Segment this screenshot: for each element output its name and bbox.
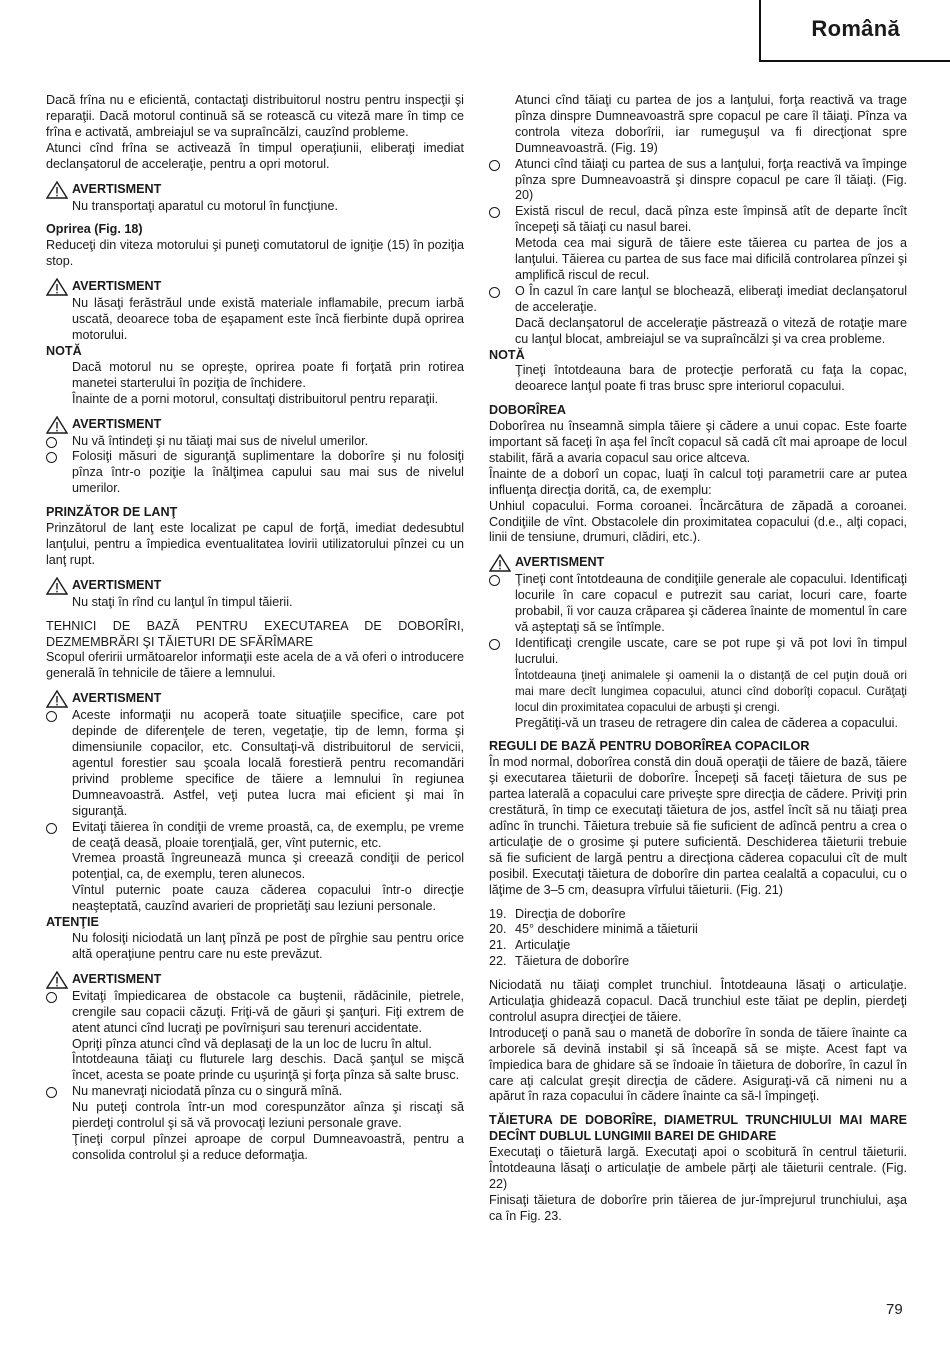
paragraph: Dacă frîna nu e eficientă, contactaţi distribuitorul nostru pentru inspecţii şi reparaţii. Dacă motorul continuă să se rotească cu viteză mare în timp ce frîna e activată, ambreiajul se va supraîncălzi, cauzînd probleme. [46, 93, 464, 139]
section-title: TĂIETURA DE DOBORÎRE, DIAMETRUL TRUNCHIULUI MAI MARE DECÎNT DUBLUL LUNGIMII BAREI DE GHIDARE [489, 1113, 907, 1144]
bullet-item: Evitaţi împiedicarea de obstacole ca buştenii, rădăcinile, pietrele, crengile sau copacii căzuţi. Friţi-vă de găuri şi şanţuri. Fiţi extrem de atent atunci cînd lucraţi pe povîrnişuri sau terenuri accidentate. [46, 989, 464, 1037]
list-item: 20. 45° deschidere minimă a tăieturii [489, 922, 698, 937]
circle-bullet-icon [489, 575, 500, 586]
warning-heading [46, 577, 464, 595]
paragraph: Întotdeauna tăiaţi cu fluturele larg deschis. Dacă şanţul se mişcă încet, acesta se poate prinde cu uşurinţă şi forţa pînza să salte brusc. [72, 1052, 464, 1083]
circle-bullet-icon [46, 992, 57, 1003]
bullet-item: Nu vă întindeţi şi nu tăiaţi mai sus de nivelul umerilor. [46, 434, 464, 450]
warning-heading [46, 971, 464, 989]
warning-heading [46, 278, 464, 296]
circle-bullet-icon [489, 287, 500, 298]
paragraph: Reduceţi din viteza motorului şi puneţi comutatorul de igniţie (15) în poziţia stop. [46, 238, 464, 269]
paragraph: Atunci cînd tăiaţi cu partea de jos a lanţului, forţa reactivă va trage pînza dinspre Dumneavoastră spre copacul pe care îl tăiaţi. Pînza va controla viteza doborîrii, iar rumeguşul va fi direcţionat spre Dumneavoastră. (Fig. 19) [515, 93, 907, 155]
warning-text: Nu lăsaţi ferăstrăul unde există materiale inflamabile, precum iarbă uscată, deoarece toba de eşapament este încă fierbinte după oprirea motorului. [72, 296, 464, 342]
bullet-item: Nu manevraţi niciodată pînza cu o singură mînă. [46, 1084, 464, 1100]
left-column [46, 93, 464, 1164]
paragraph: Finisaţi tăietura de doborîre prin tăierea de jur-împrejurul trunchiului, aşa ca în Fig. 23. [489, 1192, 907, 1223]
note-text: Ţineţi întotdeauna bara de protecţie perforată cu faţa la copac, deoarece lanţul poate fi tras brusc spre interiorul copacului. [515, 363, 907, 394]
section-title: DOBORÎREA [489, 403, 566, 418]
warning-heading [46, 690, 464, 708]
warning-label: AVERTISMENT [72, 577, 162, 592]
paragraph: Vîntul puternic poate cauza căderea copacului într-o direcţie neaşteptată, cauzînd avarieri de proprietăţi sau leziuni personale. [72, 883, 464, 914]
paragraph: Dacă declanşatorul de acceleraţie păstrează o viteză de rotaţie mare cu lanţul blocat, ambreiajul se va supraîncălzi şi va crea probleme. [515, 315, 907, 346]
paragraph: Nu puteţi controla într-un mod corespunzător aînza şi riscaţi să pierdeţi controlul şi să vă provocaţi leziuni personale grave. [72, 1100, 464, 1131]
paragraph: Introduceţi o pană sau o manetă de doborîre în sonda de tăiere înainte ca arborele să devină instabil şi să înceapă să se mişte. Acest fapt va împiedica bara de ghidare să se îndoaie în tăietura de doborîre, în cazul în care aţi calculat greşit direcţia de cădere. Asiguraţi-vă că nimeni nu a apărut în raza copacului în cădere înainte ca să-l împingeţi. [489, 1025, 907, 1104]
circle-bullet-icon [489, 207, 500, 218]
bullet-item: Atunci cînd tăiaţi cu partea de sus a lanţului, forţa reactivă va împinge pînza spre Dumneavoastră şi dinspre copacul pe care îl tăiaţi. (Fig. 20) [489, 157, 907, 205]
warning-icon [46, 181, 68, 199]
list-item: 22. Tăietura de doborîre [489, 954, 630, 969]
circle-bullet-icon [46, 823, 57, 834]
paragraph: În mod normal, doborîrea constă din două operaţii de tăiere de bază, tăiere şi executarea tăieturii de doborîre. Începeţi să faceţi tăietura de sus pe partea laterală a copacului care priveşte spre direcţia de cădere. Priviţi prin crestătură, în timp ce executaţi tăietura de jos, astfel încît să nu tăiaţi prea adînc în trunchi. Tăietura trebuie să fie suficient de adîncă pentru a crea o articulaţie de o grosime şi putere suficientă. Deschiderea tăieturii trebuie să fie suficient de largă pentru a direcţiona căderea copacului cît de mult posibil. Executaţi tăietura de doborîre din partea cealaltă a copacului, cu o lăţime de 3–5 cm, deasupra vîrfului tăieturii. (Fig. 21) [489, 755, 907, 897]
paragraph: Ţineţi corpul pînzei aproape de corpul Dumneavoastră, pentru a consolida controlul şi a reduce deformaţia. [72, 1131, 464, 1162]
bullet-item: Ţineţi cont întotdeauna de condiţiile generale ale copacului. Identificaţi locurile în care copacul e putrezit sau cariat, locuri care, foarte probabil, îi vor cauza crăparea şi căderea înainte de momentul în care vă aşteptaţi să se întîmple. [489, 572, 907, 636]
section-title: TEHNICI DE BAZĂ PENTRU EXECUTAREA DE DOBORÎRI, DEZMEMBRĂRI ŞI TĂIETURI DE SFĂRÎMARE [46, 618, 464, 649]
warning-icon [46, 690, 68, 708]
paragraph: Metoda cea mai sigură de tăiere este tăierea cu partea de jos a lanţului. Tăierea cu partea de sus face mai dificilă controlarea pînzei şi amplifică riscul de recul. [515, 236, 907, 282]
numbered-list [489, 907, 907, 971]
bullet-item: Evitaţi tăierea în condiţii de vreme proastă, ca, de exemplu, pe vreme de ceaţă deasă, ploaie torenţială, ger, vînt puternic, etc. [46, 820, 464, 852]
paragraph: Opriţi pînza atunci cînd vă deplasaţi de la un loc de lucru în altul. [72, 1036, 432, 1051]
circle-bullet-icon [489, 639, 500, 650]
paragraph: Executaţi o tăietură largă. Executaţi apoi o scobitură în centrul tăieturii. Întotdeauna lăsaţi o articulaţie de ambele părţi ale tăieturii centrale. (Fig. 22) [489, 1145, 907, 1191]
page-number: 79 [886, 1301, 903, 1318]
warning-text: Nu transportaţi aparatul cu motorul în funcţiune. [72, 198, 339, 213]
bullet-item: Există riscul de recul, dacă pînza este împinsă atît de departe încît începeţi să tăiaţi cu nasul barei. [489, 204, 907, 236]
section-title: PRINZĂTOR DE LANŢ [46, 505, 178, 520]
paragraph: Prinzătorul de lanţ este localizat pe capul de forţă, imediat dedesubtul lanţului, pentru a împiedica eventualitatea lovirii utilizatorului pînzei cu un lanţ rupt. [46, 521, 464, 567]
paragraph: Scopul oferirii următoarelor informaţii este acela de a vă oferi o introducere generală în tehnicile de tăiere a lemnului. [46, 650, 464, 681]
warning-heading [489, 554, 907, 572]
warning-label: AVERTISMENT [72, 279, 162, 294]
paragraph: Doborîrea nu înseamnă simpla tăiere şi cădere a unui copac. Este foarte important să faceţi în aşa fel încît copacul să cadă cît mai aproape de locul stabilit, fără a avaria copacul sau orice altceva. [489, 419, 907, 465]
list-item: 21. Articulaţie [489, 938, 571, 953]
language-label: Română [811, 16, 900, 41]
warning-icon [46, 416, 68, 434]
warning-label: AVERTISMENT [515, 555, 605, 570]
bullet-item: O În cazul în care lanţul se blochează, eliberaţi imediat declanşatorul de acceleraţie. [489, 284, 907, 316]
language-tab [759, 0, 950, 62]
circle-bullet-icon [46, 437, 57, 448]
warning-icon [46, 971, 68, 989]
note-label: NOTĂ [46, 343, 82, 358]
circle-bullet-icon [489, 160, 500, 171]
bullet-item: Folosiţi măsuri de siguranţă suplimentare la doborîre şi nu folosiţi pînza într-o poziţie la înălţimea capului sau mai sus de nivelul umerilor. [46, 449, 464, 497]
paragraph: Vremea proastă îngreunează munca şi creează condiţii de pericol potenţial, ca, de exemplu, teren alunecos. [72, 851, 464, 882]
list-item: 19. Direcţia de doborîre [489, 906, 626, 921]
circle-bullet-icon [46, 452, 57, 463]
right-column [489, 93, 907, 1225]
bullet-item: Identificaţi crengile uscate, care se pot rupe şi vă pot lovi în timpul lucrului. [489, 636, 907, 668]
warning-icon [46, 577, 68, 595]
note-text: Dacă motorul nu se opreşte, oprirea poate fi forţată prin rotirea manetei starterului în poziţia de închidere. [72, 359, 464, 390]
warning-heading [46, 416, 464, 434]
warning-label: AVERTISMENT [72, 691, 162, 706]
note-text: Înainte de a porni motorul, consultaţi distribuitorul pentru reparaţii. [72, 391, 439, 406]
paragraph: Întotdeauna ţineţi animalele şi oamenii la o distanţă de cel puţin două ori mai mare decît lungimea copacului, atunci cînd doborîţi copacul. Curăţaţi locul din proximitatea copacului de arbuşti şi crengi. [515, 668, 907, 714]
warning-label: AVERTISMENT [72, 971, 162, 986]
paragraph: Niciodată nu tăiaţi complet trunchiul. Întotdeauna lăsaţi o articulaţie. Articulaţia ghidează copacul. Dacă trunchiul este tăiat pe deplin, pierdeţi controlul asupra direcţiei de tăiere. [489, 978, 907, 1024]
bullet-item: Aceste informaţii nu acoperă toate situaţiile specifice, care pot depinde de diferenţele de teren, vegetaţie, tip de lemn, forma şi dimensiunile copacilor, etc. Consultaţi-vă distribuitorul de servicii, agentul forestier sau şcoala locală forestieră pentru recomandări privind probleme specifice de tăiere a lemnului în regiunea Dumneavoastră. Astfel, veţi putea lucra mai eficient şi mai în siguranţă. [46, 708, 464, 819]
paragraph: Pregătiţi-vă un traseu de retragere din calea de căderea a copacului. [515, 715, 898, 730]
caution-label: ATENŢIE [46, 915, 99, 930]
caution-text: Nu folosiţi niciodată un lanţ pînză pe post de pîrghie sau pentru orice altă operaţiune pentru care nu este prevăzut. [72, 930, 464, 961]
paragraph: Înainte de a doborî un copac, luaţi în calcul toţi parametrii care ar putea influenţa direcţia dorită, ca, de exemplu: [489, 466, 907, 497]
paragraph: Unhiul copacului. Forma coroanei. Încărcătura de zăpadă a coroanei. Condiţiile de vînt. Obstacolele din proximitatea copacului (d.e., alţi copaci, linii de tensiune, drumuri, clădiri, etc.). [489, 498, 907, 545]
warning-heading [46, 181, 464, 199]
section-title: REGULI DE BAZĂ PENTRU DOBORÎREA COPACILOR [489, 739, 810, 754]
warning-label: AVERTISMENT [72, 181, 162, 196]
warning-icon [489, 554, 511, 572]
circle-bullet-icon [46, 711, 57, 722]
warning-label: AVERTISMENT [72, 416, 162, 431]
circle-bullet-icon [46, 1087, 57, 1098]
warning-text: Nu staţi în rînd cu lanţul în timpul tăierii. [72, 594, 293, 609]
paragraph: Atunci cînd frîna se activează în timpul operaţiunii, eliberaţi imediat declanşatorul de acceleraţie, pentru a opri motorul. [46, 140, 464, 171]
section-title: Oprirea (Fig. 18) [46, 222, 143, 237]
note-label: NOTĂ [489, 347, 525, 362]
warning-icon [46, 278, 68, 296]
